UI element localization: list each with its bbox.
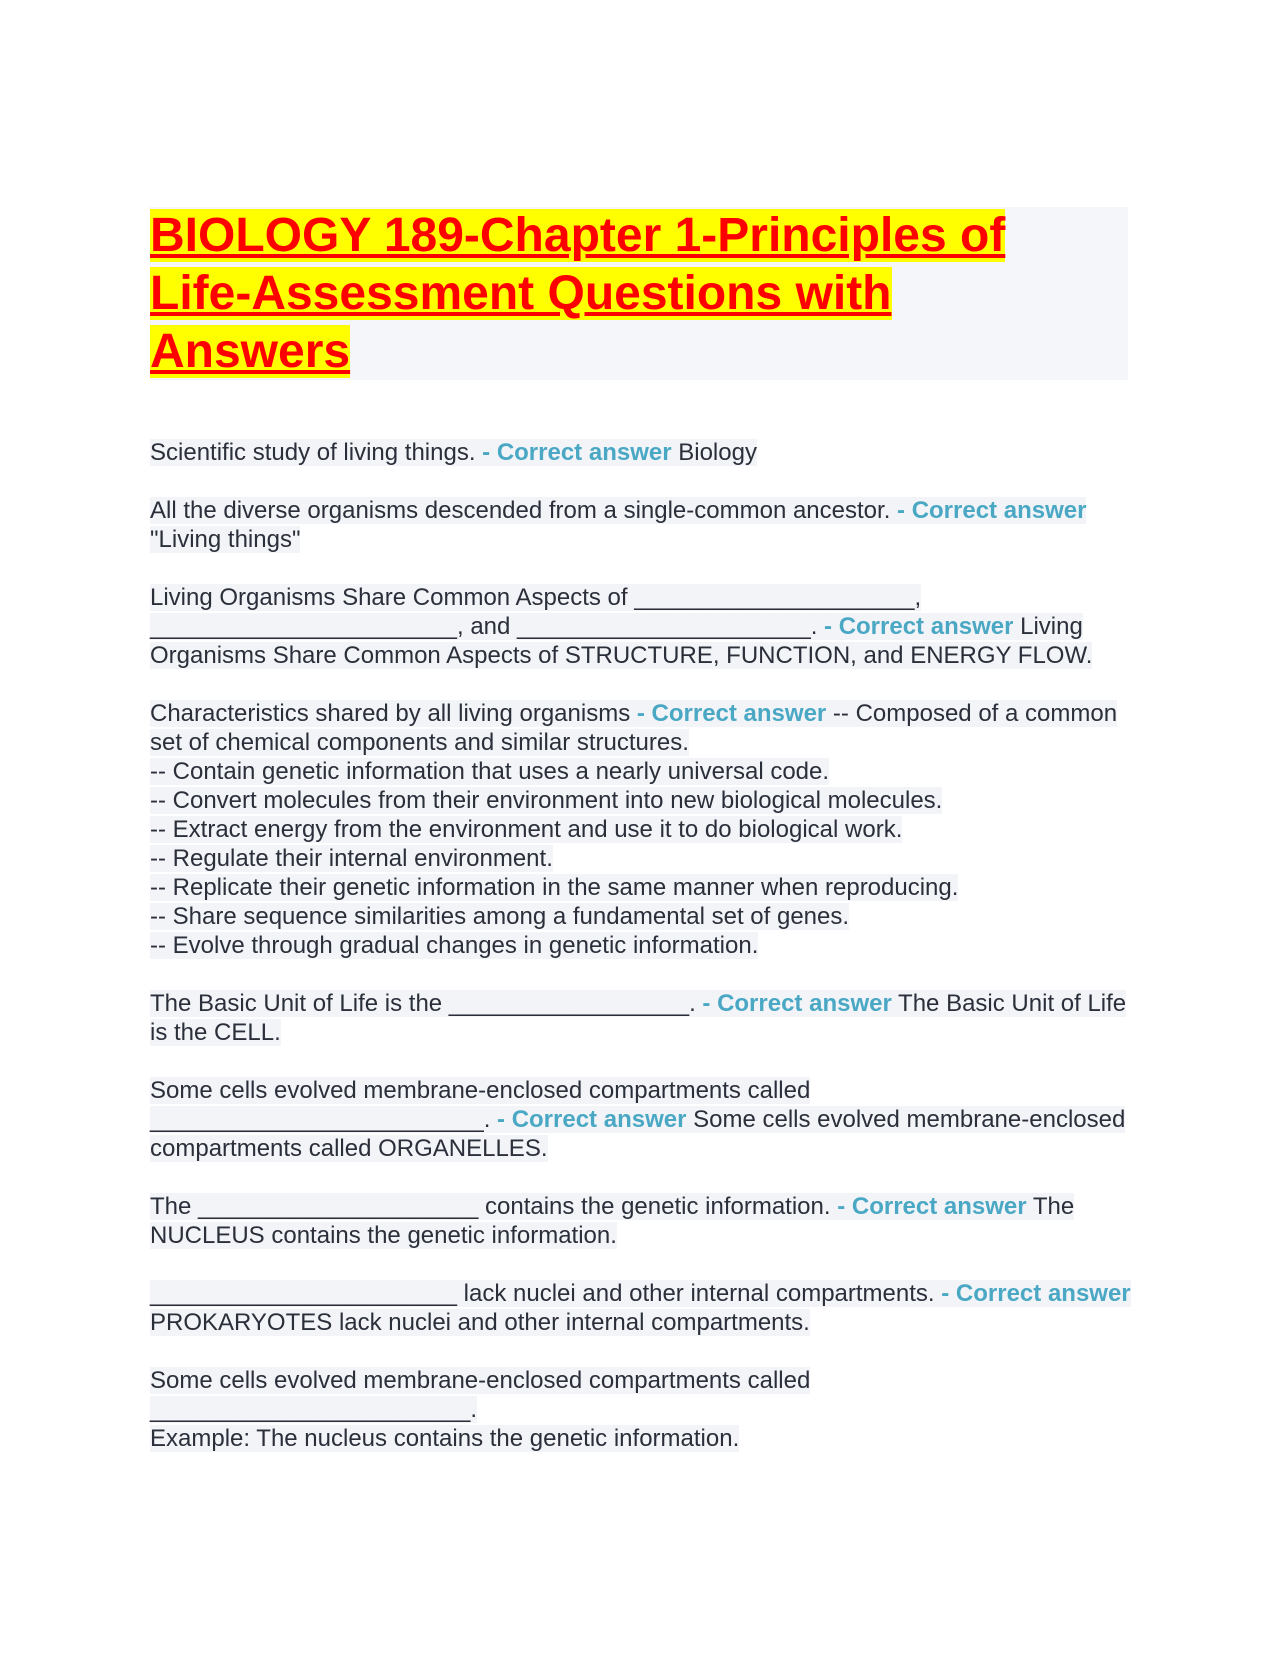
qa-item bbox=[150, 583, 1140, 670]
question-line: Some cells evolved membrane-enclosed compartments called bbox=[150, 1367, 811, 1394]
question-text: Some cells evolved membrane-enclosed compartments called _________________________. bbox=[150, 1077, 811, 1133]
answer-line: -- Contain genetic information that uses a nearly universal code. bbox=[150, 758, 830, 785]
answer-text: Some cells evolved membrane-enclosed compartments called ORGANELLES. bbox=[150, 1106, 1126, 1162]
answer-text: The NUCLEUS contains the genetic information. bbox=[150, 1193, 1075, 1249]
answer-line: -- Evolve through gradual changes in genetic information. bbox=[150, 932, 759, 959]
correct-answer-label: - Correct answer bbox=[636, 700, 827, 727]
qa-item-last bbox=[150, 1366, 1140, 1453]
answer-text: PROKARYOTES lack nuclei and other internal compartments. bbox=[150, 1309, 810, 1336]
qa-item bbox=[150, 699, 1140, 960]
question-text: The Basic Unit of Life is the __________________. bbox=[150, 990, 703, 1017]
answer-line: -- Regulate their internal environment. bbox=[150, 845, 553, 872]
correct-answer-label: - Correct answer bbox=[702, 990, 892, 1017]
answer-line: -- Replicate their genetic information in the same manner when reproducing. bbox=[150, 874, 959, 901]
question-text: Characteristics shared by all living organisms bbox=[150, 700, 637, 727]
question-line: ________________________. bbox=[150, 1396, 478, 1423]
document-title: BIOLOGY 189-Chapter 1-Principles of Life-Assessment Questions with Answers bbox=[150, 209, 1006, 378]
question-text: All the diverse organisms descended from a single-common ancestor. bbox=[150, 497, 898, 524]
question-text: Living Organisms Share Common Aspects of _____________________, _______________________, and ______________________. bbox=[150, 584, 922, 640]
answer-line: -- Convert molecules from their environment into new biological molecules. bbox=[150, 787, 943, 814]
qa-item bbox=[150, 496, 1140, 554]
answer-text: Biology bbox=[671, 439, 757, 466]
question-text: Scientific study of living things. bbox=[150, 439, 483, 466]
correct-answer-label: - Correct answer bbox=[482, 439, 672, 466]
qa-item bbox=[150, 989, 1140, 1047]
qa-item bbox=[150, 1076, 1140, 1163]
correct-answer-label: - Correct answer bbox=[824, 613, 1014, 640]
title-box bbox=[150, 207, 1128, 380]
qa-list bbox=[150, 438, 1140, 1482]
qa-item bbox=[150, 1279, 1140, 1337]
qa-item bbox=[150, 438, 1140, 467]
answer-line: -- Share sequence similarities among a fundamental set of genes. bbox=[150, 903, 850, 930]
answer-text: The Basic Unit of Life is the CELL. bbox=[150, 990, 1127, 1046]
answer-text: "Living things" bbox=[150, 526, 301, 553]
answer-text: Living Organisms Share Common Aspects of STRUCTURE, FUNCTION, and ENERGY FLOW. bbox=[150, 613, 1093, 669]
question-text: The _____________________ contains the genetic information. bbox=[150, 1193, 838, 1220]
example-line: Example: The nucleus contains the genetic information. bbox=[150, 1425, 740, 1452]
qa-item bbox=[150, 1192, 1140, 1250]
question-text: _______________________ lack nuclei and other internal compartments. bbox=[150, 1280, 942, 1307]
correct-answer-label: - Correct answer bbox=[897, 497, 1087, 524]
answer-text: -- Composed of a common set of chemical components and similar structures. bbox=[150, 700, 1118, 756]
correct-answer-label: - Correct answer bbox=[497, 1106, 687, 1133]
answer-line: -- Extract energy from the environment and use it to do biological work. bbox=[150, 816, 903, 843]
correct-answer-label: - Correct answer bbox=[837, 1193, 1027, 1220]
correct-answer-label: - Correct answer bbox=[941, 1280, 1131, 1307]
